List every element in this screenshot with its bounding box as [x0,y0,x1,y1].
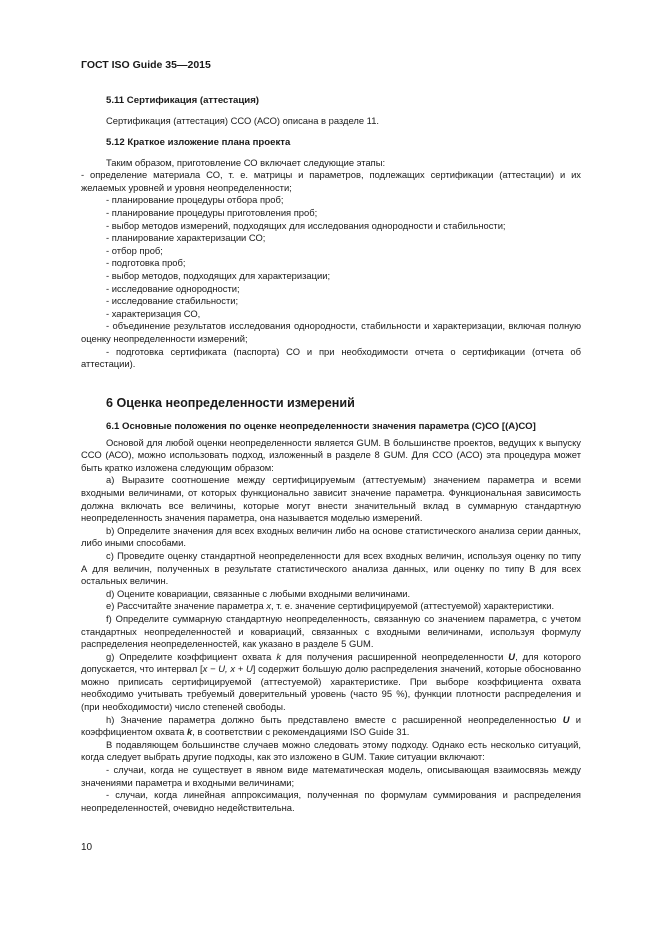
variable-x: x [266,600,272,612]
list-item: - планирование процедуры отбора проб; [106,194,284,206]
list-item: - исследование стабильности; [106,295,239,307]
step-e-text: , т. е. значение сертифицируемой (аттестуемой) характеристики. [271,600,555,612]
step-h-text: , в соответствии с рекомендациями ISO Guide 31. [192,726,410,738]
variable-k: k [187,726,193,738]
list-item: - подготовка сертификата (паспорта) СО и при необходимости отчета о сертификации (отчета об аттестации). [81,345,581,370]
list-item: - подготовка проб; [106,257,186,269]
section-5-11-text: Сертификация (аттестация) ССО (АСО) описана в разделе 11. [106,114,380,126]
step-g-text: для получения расширенной неопределенности [281,650,509,662]
step-a: a) Выразите соотношение между сертифицируемым (аттестуемым) значением параметра и всеми входными величинами, от которых функционально зависит значение параметра. Функциональная зависимость должна включать все величины, которые могут внести значительный вклад в суммарную стандартную неопределенность значения параметра, она называется моделью измерений. [81,474,581,524]
list-item: - отбор проб; [106,244,163,256]
list-item: - исследование однородности; [106,282,240,294]
section-6 [81,397,581,410]
step-g-text: ] содержит большую долю распределения значений, которые обоснованно можно приписать сертифицируемой (аттестуемой) характеристике. При выборе коэффициента охвата необходимо учитывать требуемый доверительный уровень (часто 95 %), функции плотности распределения и (при необходимости) число степеней свободы. [81,663,582,713]
variable-U: U [508,650,516,662]
page-number: 10 [81,842,93,853]
situation-item: - случаи, когда не существует в явном виде математическая модель, описывающая взаимосвязь между значениями параметра и входными величинами; [81,764,581,788]
step-b: b) Определите значения для всех входных величин либо на основе статистического анализа серии данных, либо иными способами. [81,524,581,549]
step-g [81,651,581,714]
interval-expression: x − U, x + U [202,663,253,675]
list-item: - характеризация СО, [106,307,201,319]
list-item: - объединение результатов исследования однородности, стабильности и характеризации, включая полную оценку неопределенности измерений; [81,320,581,344]
step-c: c) Проведите оценку стандартной неопределенности для всех входных величин, используя оценку по типу А для величин, полученных в результате статистического анализа данных, или оценку по типу В для всех остальных величин. [81,549,581,587]
section-6-1-heading: 6.1 Основные положения по оценке неопределенности значения параметра (С)СО [(А)СО] [106,421,536,432]
step-h [81,714,581,739]
step-f: f) Определите суммарную стандартную неопределенность, связанную со значением параметра, с учетом стандартных неопределенностей и ковариаций, связанных с входными величинами, используя формулу распределения неопределенностей, как указано в разделе 5 GUM. [81,612,581,650]
section-5-11-heading: 5.11 Сертификация (аттестация) [106,95,259,106]
section-5-12-intro: Таким образом, приготовление СО включает следующие этапы: [106,156,386,168]
section-6-1 [81,421,581,814]
list-item: - выбор методов измерений, подходящих для исследования однородности и стабильности; [106,219,506,231]
paragraph: В подавляющем большинстве случаев можно следовать этому подходу. Однако есть несколько ситуаций, когда следует выбрать другие подходы, как это изложено в GUM. Такие ситуации включают: [81,738,581,763]
step-e [81,600,581,613]
variable-k: k [276,650,281,662]
list-item: - планирование процедуры приготовления проб; [106,206,318,218]
paragraph: Основой для любой оценки неопределенности является GUM. В большинстве проектов, ведущих к выпуску ССО (АСО), можно использовать подход, изложенный в разделе 8 GUM. Для ССО (АСО) эта процедура может быть кратко изложена следующим образом: [81,436,581,473]
variable-U: U [562,713,570,725]
step-h-text: и коэффициентом охвата [81,713,581,738]
situation-item: - случаи, когда линейная аппроксимация, полученная по формулам суммирования и распределения неопределенностей, очевидно недействительна. [81,789,581,813]
list-item: - определение материала СО, т. е. матрицы и параметров, подлежащих сертификации (аттестации) и их желаемых уровней и уровня неопределенности; [81,169,581,193]
section-5-11 [81,95,581,127]
section-5-12 [81,137,581,371]
step-g-text: g) Определите коэффициент охвата [106,650,277,662]
section-6-heading: 6 Оценка неопределенности измерений [106,396,355,410]
running-header: ГОСТ ISO Guide 35—2015 [81,59,211,71]
step-h-text: h) Значение параметра должно быть представлено вместе с расширенной неопределенностью [106,713,563,725]
step-e-text: e) Рассчитайте значение параметра [106,600,267,612]
list-item: - планирование характеризации СО; [106,232,266,244]
list-item: - выбор методов, подходящих для характеризации; [106,269,331,281]
stages-list [81,169,581,371]
step-g-text: , для которого допускается, что интервал [ [81,650,581,675]
section-5-12-heading: 5.12 Краткое изложение плана проекта [106,137,291,148]
step-d: d) Оцените ковариации, связанные с любыми входными величинами. [106,587,411,599]
